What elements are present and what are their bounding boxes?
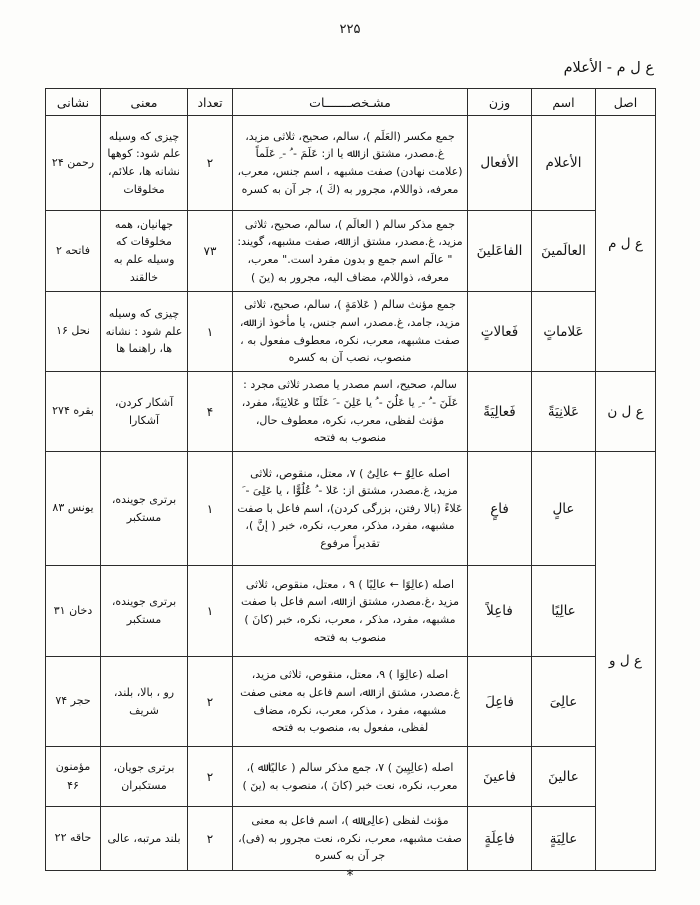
cell-pattern: فاعٍ xyxy=(468,452,532,566)
cell-meaning: برترى جوينده، مستكبر xyxy=(101,566,188,657)
cell-count: ۲ xyxy=(188,657,233,747)
cell-characteristics: جمع مؤنث سالم ( عَلامَةٍ )، سالم، صحيح، ثلاثى مزيد، جامد، غ.مصدر، اسم جنس، يا مأخوذ از: ﷲ، صفت مشبهه، معرب، نكره، معطوف مفعول به ، منصوب، نصب آن به كسره xyxy=(233,292,468,372)
header-mani: معنی xyxy=(101,89,188,116)
header-tedad: تعداد xyxy=(188,89,233,116)
cell-meaning: جهانيان، همه مخلوقات كه وسيله علم به خالقند xyxy=(101,211,188,292)
cell-root: ع ل ن xyxy=(596,372,656,452)
lexicon-table xyxy=(45,88,656,871)
cell-reference: فاتحه ۲ xyxy=(46,211,101,292)
cell-characteristics: اصله (عالِوًا ← عالِيًا ) ٩ ، معتل، منقوص، ثلاثى مزيد ،غ.مصدر، مشتق از: ﷲ، اسم فاعل با صفت مشبهه، مفرد، مذكر ، معرب، نكره، خبر (كانَ ) منصوب به فتحه xyxy=(233,566,468,657)
cell-root: ع ل م xyxy=(596,116,656,372)
cell-count: ۱ xyxy=(188,566,233,657)
cell-noun: عالِىَ xyxy=(532,657,596,747)
cell-count: ۲ xyxy=(188,116,233,211)
cell-meaning: برترى جويان، مستكبران xyxy=(101,747,188,807)
cell-pattern: الأفعال xyxy=(468,116,532,211)
header-asl: اصل xyxy=(596,89,656,116)
page-title: ع ل م - الأعلام xyxy=(563,60,654,76)
cell-pattern: فاعينَ xyxy=(468,747,532,807)
cell-count: ۱ xyxy=(188,452,233,566)
cell-noun: عالٍ xyxy=(532,452,596,566)
cell-noun: عالِيًا xyxy=(532,566,596,657)
cell-pattern: فَعالِيَةً xyxy=(468,372,532,452)
cell-characteristics: مؤنث لفظى (عالِى ﷲ )، اسم فاعل به معنى صفت مشبهه، معرب، نكره، نعت مجرور به (فى)، جر آن به كسره xyxy=(233,807,468,871)
cell-noun: عالينَ xyxy=(532,747,596,807)
footer-asterisk: * xyxy=(346,868,354,884)
cell-characteristics: اصله عالِوٌ ← عالِىٌ ) ٧، معتل، منقوص، ثلاثى مزيد، غ.مصدر، مشتق از: عَلا - ُ عُلُوًّا ، يا عَلِىَ - َ عَلاءً (بالا رفتن، بزرگى كردن)، اسم فاعل با صفت مشبهه، مفرد، مذكر، معرب، نكره، خبر ( إنَّ )، تقديراً مرفوع xyxy=(233,452,468,566)
cell-count: ۴ xyxy=(188,372,233,452)
table-row xyxy=(46,807,656,871)
table-row xyxy=(46,747,656,807)
cell-reference: مؤمنون ۴۶ xyxy=(46,747,101,807)
cell-count: ۲ xyxy=(188,807,233,871)
cell-meaning: چيزى كه وسيله علم شود : نشانه ها، راهنما ها xyxy=(101,292,188,372)
header-neshani: نشانی xyxy=(46,89,101,116)
cell-noun: عَلانِيَةً xyxy=(532,372,596,452)
cell-characteristics: سالم، صحيح، اسم مصدر يا مصدر ثلاثى مجرد : عَلَنَ - ُ - ِ يا عَلُنَ - ُ يا عَلِنَ - َ عَلَنًا و عَلانِيَةً، مفرد، مؤنث لفظى، معرب، نكره، معطوف حال، منصوب به فتحه xyxy=(233,372,468,452)
cell-meaning: برترى جوينده، مستكبر xyxy=(101,452,188,566)
cell-characteristics: جمع مكسر (العَلَم )، سالم، صحيح، ثلاثى مزيد، غ.مصدر، مشتق از: ﷲ يا از: عَلَمَ - ُ - ِ عَلَماً (علامت نهادن) صفت مشبهه ، اسم جنس، معرب، معرفه، ذواللام، مجرور به (كَ )، جر آن به كسره xyxy=(233,116,468,211)
cell-noun: الأعلام xyxy=(532,116,596,211)
header-ism: اسم xyxy=(532,89,596,116)
cell-reference: يونس ۸۳ xyxy=(46,452,101,566)
table-row xyxy=(46,116,656,211)
cell-root: ع ل و xyxy=(596,452,656,871)
cell-reference: رحمن ۲۴ xyxy=(46,116,101,211)
cell-characteristics: اصله (عالِيِينَ ) ٧، جمع مذكر سالم ( عاليًا ﷲ )، معرب، نكره، نعت خبر (كانَ )، منصوب به (ينَ ) xyxy=(233,747,468,807)
cell-reference: حاقه ۲۲ xyxy=(46,807,101,871)
cell-pattern: فاعِلاً xyxy=(468,566,532,657)
cell-meaning: آشكار كردن، آشكارا xyxy=(101,372,188,452)
cell-characteristics: جمع مذكر سالم ( العالَم )، سالم، صحيح، ثلاثى مزيد، غ.مصدر، مشتق از: ﷲ، صفت مشبهه، گويند: " عالَم اسم جمع و بدون مفرد است." معرب، معرفه، ذواللام، مضاف اليه، مجرور به (ينَ ) xyxy=(233,211,468,292)
cell-meaning: رو ، بالا، بلند، شريف xyxy=(101,657,188,747)
cell-count: ۷۳ xyxy=(188,211,233,292)
cell-characteristics: اصله (عالِوَا ) ٩، معتل، منقوص، ثلاثى مزيد، غ.مصدر، مشتق از: ﷲ، اسم فاعل به معنى صفت مشبهه، مفرد ، مذكر، معرب، نكره، مضاف لفظى، مفعول به، منصوب به فتحه xyxy=(233,657,468,747)
table-row xyxy=(46,657,656,747)
cell-meaning: بلند مرتبه، عالى xyxy=(101,807,188,871)
cell-pattern: فاعِلَ xyxy=(468,657,532,747)
cell-pattern: الفاعَلينَ xyxy=(468,211,532,292)
cell-reference: دخان ۳۱ xyxy=(46,566,101,657)
page-number: ۲۲۵ xyxy=(339,22,361,37)
table-row xyxy=(46,292,656,372)
cell-noun: العالَمينَ xyxy=(532,211,596,292)
cell-meaning: چيزى كه وسيله علم شود: كوهها نشانه ها، علائم، مخلوقات xyxy=(101,116,188,211)
cell-count: ۲ xyxy=(188,747,233,807)
table-row xyxy=(46,372,656,452)
cell-count: ۱ xyxy=(188,292,233,372)
cell-reference: نحل ۱۶ xyxy=(46,292,101,372)
cell-noun: عَلاماتٍ xyxy=(532,292,596,372)
cell-reference: حجر ۷۴ xyxy=(46,657,101,747)
table-header-row xyxy=(46,89,656,116)
table-row xyxy=(46,211,656,292)
table-row xyxy=(46,452,656,566)
cell-pattern: فاعِلَةٍ xyxy=(468,807,532,871)
cell-reference: بقره ۲۷۴ xyxy=(46,372,101,452)
cell-noun: عالِيَةٍ xyxy=(532,807,596,871)
table-row xyxy=(46,566,656,657)
header-moshakhasat: مشـخصـــــــات xyxy=(233,89,468,116)
header-vazn: وزن xyxy=(468,89,532,116)
cell-pattern: فَعالاتٍ xyxy=(468,292,532,372)
